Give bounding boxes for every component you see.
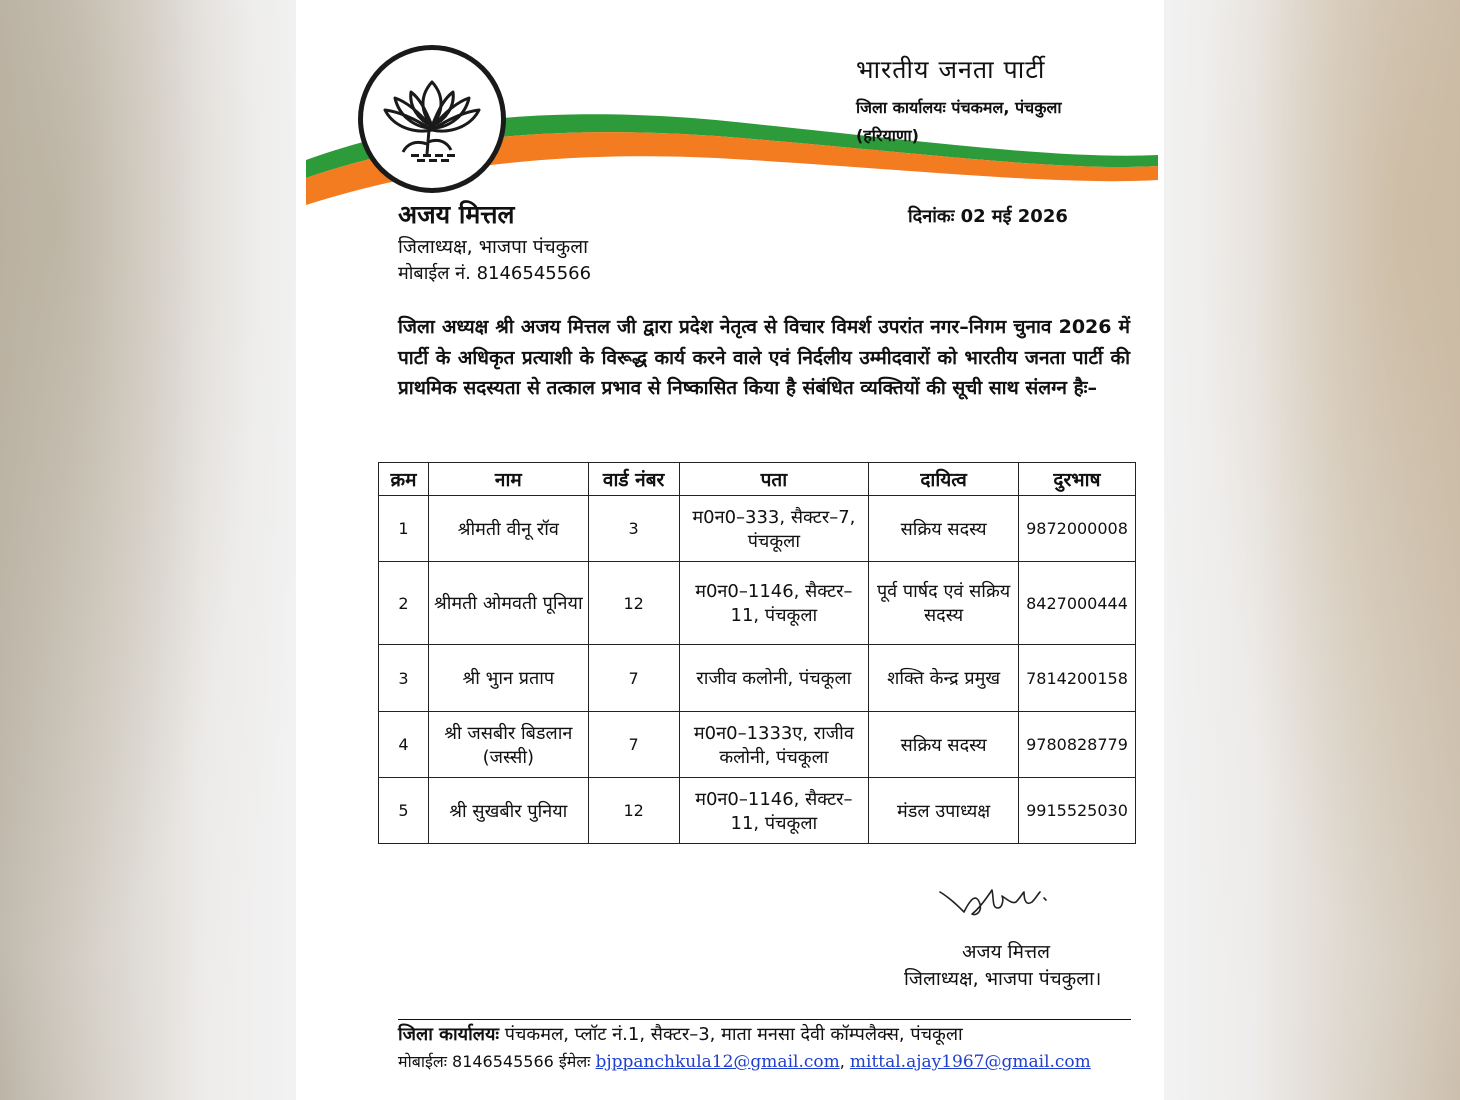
table-row [379,778,1136,844]
cell-role: सक्रिय सदस्य [869,712,1019,778]
footer-office-address: पंचकमल, प्लॉट नं.1, सैक्टर–3, माता मनसा देवी कॉम्पलैक्स, पंचकूला [499,1024,963,1045]
signatory-title: जिलाध्यक्ष, भाजपा पंचकुला। [904,968,1102,990]
cell-name: श्री सुखबीर पुनिया [428,778,588,844]
table-row [379,645,1136,712]
handwritten-signature [936,878,1076,938]
cell-address: म0न0–333, सैक्टर–7, पंचकूला [679,496,869,562]
cell-role: पूर्व पार्षद एवं सक्रिय सदस्य [869,562,1019,645]
email-link-mittal[interactable]: mittal.ajay1967@gmail.com [849,1052,1091,1072]
table-row [379,712,1136,778]
cell-role: मंडल उपाध्यक्ष [869,778,1019,844]
header-serial: क्रम [379,463,429,496]
sender-title: जिलाध्यक्ष, भाजपा पंचकुला [398,236,589,258]
cell-address: म0न0–1146, सैक्टर–11, पंचकूला [679,778,869,844]
party-name: भारतीय जनता पार्टी [856,55,1046,84]
table-header-row [379,463,1136,496]
cell-address: म0न0–1333ए, राजीव कलोनी, पंचकूला [679,712,869,778]
header-name: नाम [428,463,588,496]
party-logo [358,45,506,193]
signatory-name: अजय मित्तल [962,941,1050,963]
cell-ward: 12 [588,562,679,645]
cell-name: श्री जसबीर बिडलान (जस्सी) [428,712,588,778]
header-role: दायित्व [869,463,1019,496]
header-ward: वार्ड नंबर [588,463,679,496]
state-name: (हरियाणा) [856,126,919,145]
letter-page [296,0,1164,1100]
footer-address-line [398,1022,963,1046]
lotus-icon [363,50,501,188]
table-row [379,562,1136,645]
cell-phone: 7814200158 [1018,645,1135,712]
cell-serial: 2 [379,562,429,645]
sender-name: अजय मित्तल [398,200,515,229]
cell-name: श्रीमती वीनू रॉव [428,496,588,562]
background-blur-right [1164,0,1460,1100]
cell-address: म0न0–1146, सैक्टर–11, पंचकूला [679,562,869,645]
letter-body: जिला अध्यक्ष श्री अजय मित्तल जी द्वारा प्रदेश नेतृत्व से विचार विमर्श उपरांत नगर–निगम चुनाव 2026 में पार्टी के अधिकृत प्रत्याशी के विरूद्ध कार्य करने वाले एवं निर्दलीय उम्मीदवारों को भारतीय जनता पार्टी की प्राथमिक सदस्यता से तत्काल प्रभाव से निष्कासित किया है संबंधित व्यक्तियों की सूची साथ संलग्न हैः– [398,316,1130,399]
expelled-members-table [378,462,1136,844]
cell-ward: 7 [588,712,679,778]
header-phone: दुरभाष [1018,463,1135,496]
cell-serial: 4 [379,712,429,778]
cell-name: श्रीमती ओमवती पूनिया [428,562,588,645]
cell-phone: 9915525030 [1018,778,1135,844]
office-address: जिला कार्यालयः पंचकमल, पंचकुला [856,98,1062,117]
letter-date: दिनांकः 02 मई 2026 [908,206,1068,227]
footer-divider [398,1019,1131,1020]
footer-office-label: जिला कार्यालयः [398,1024,500,1045]
cell-ward: 7 [588,645,679,712]
email-separator: , [839,1052,850,1071]
table-row [379,496,1136,562]
background-blur-left [0,0,296,1100]
email-link-bjp[interactable]: bjppanchkula12@gmail.com [595,1052,840,1072]
cell-phone: 9872000008 [1018,496,1135,562]
header-address: पता [679,463,869,496]
cell-phone: 9780828779 [1018,712,1135,778]
cell-role: सक्रिय सदस्य [869,496,1019,562]
footer-contact-line [398,1050,1091,1072]
cell-ward: 3 [588,496,679,562]
cell-serial: 3 [379,645,429,712]
cell-ward: 12 [588,778,679,844]
cell-serial: 1 [379,496,429,562]
cell-address: राजीव कलोनी, पंचकूला [679,645,869,712]
cell-serial: 5 [379,778,429,844]
cell-phone: 8427000444 [1018,562,1135,645]
cell-name: श्री भुान प्रताप [428,645,588,712]
cell-role: शक्ति केन्द्र प्रमुख [869,645,1019,712]
sender-mobile: मोबाईल नं. 8146545566 [398,263,592,284]
footer-mobile-label: मोबाईलः 8146545566 ईमेलः [398,1052,596,1071]
